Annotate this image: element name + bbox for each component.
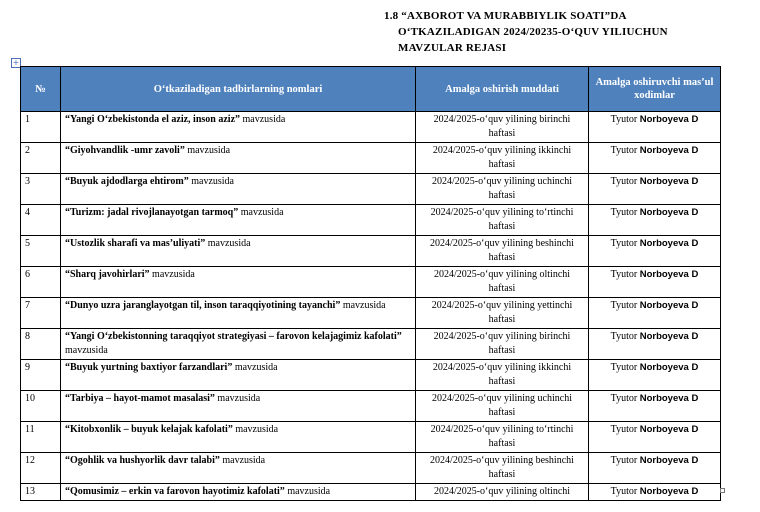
responsible-name: Norboyeva D: [639, 145, 699, 156]
row-number: 7: [21, 298, 61, 329]
row-responsible: [589, 236, 721, 267]
topic-title: “Ogohlik va hushyorlik davr talabi”: [65, 455, 220, 466]
topic-suffix: mavzusida: [219, 455, 266, 466]
row-number: 5: [21, 236, 61, 267]
table-row: [21, 453, 721, 484]
row-period: 2024/2025-o‘quv yilining yettinchi haftasi: [416, 298, 589, 329]
row-period: 2024/2025-o‘quv yilining birinchi haftasi: [416, 329, 589, 360]
row-responsible: [589, 174, 721, 205]
responsible-name: Norboyeva D: [639, 424, 699, 435]
topic-title: “Sharq javohirlari”: [65, 269, 150, 280]
row-period: 2024/2025-o‘quv yilining beshinchi haftasi: [416, 453, 589, 484]
row-responsible: [589, 329, 721, 360]
topic-title: “Yangi O‘zbekistonning taraqqiyot strategiyasi – farovon kelajagimiz kafolati”: [65, 331, 402, 342]
responsible-role: Tyutor: [610, 114, 640, 125]
row-responsible: [589, 484, 721, 501]
header-num: №: [21, 67, 61, 112]
topic-suffix: mavzusida: [188, 176, 234, 187]
responsible-role: Tyutor: [610, 486, 640, 497]
topic-title: “Yangi O‘zbekistonda el aziz, inson aziz”: [65, 114, 241, 125]
row-number: 10: [21, 391, 61, 422]
responsible-name: Norboyeva D: [639, 300, 699, 311]
responsible-name: Norboyeva D: [639, 207, 699, 218]
row-number: 6: [21, 267, 61, 298]
row-topic: [61, 112, 416, 143]
responsible-name: Norboyeva D: [639, 362, 699, 373]
row-topic: [61, 484, 416, 501]
topic-title: “Turizm: jadal rivojlanayotgan tarmoq”: [65, 207, 239, 218]
row-topic: [61, 267, 416, 298]
row-topic: [61, 143, 416, 174]
responsible-name: Norboyeva D: [639, 176, 699, 187]
row-number: 3: [21, 174, 61, 205]
topic-title: “Qomusimiz – erkin va farovon hayotimiz kafolati”: [65, 486, 285, 497]
topic-title: “Dunyo uzra jaranglayotgan til, inson taraqqiyotining tayanchi”: [65, 300, 341, 311]
row-responsible: [589, 453, 721, 484]
row-period: 2024/2025-o‘quv yilining ikkinchi haftasi: [416, 143, 589, 174]
row-period: 2024/2025-o‘quv yilining uchinchi haftasi: [416, 174, 589, 205]
responsible-name: Norboyeva D: [639, 269, 699, 280]
row-topic: [61, 329, 416, 360]
row-period: 2024/2025-o‘quv yilining beshinchi haftasi: [416, 236, 589, 267]
row-number: 12: [21, 453, 61, 484]
row-number: 13: [21, 484, 61, 501]
responsible-role: Tyutor: [610, 269, 640, 280]
row-period: 2024/2025-o‘quv yilining oltinchi haftasi: [416, 267, 589, 298]
title-line-2: O‘TKAZILADIGAN 2024/20235-O‘QUV YILIUCHUN: [398, 26, 668, 38]
topic-suffix: mavzusida: [65, 345, 108, 356]
header-responsible: Amalga oshiruvchi mas’ul xodimlar: [589, 67, 721, 112]
table-row: [21, 236, 721, 267]
responsible-name: Norboyeva D: [639, 331, 699, 342]
topic-suffix: mavzusida: [214, 393, 261, 404]
title-line-1: 1.8 “AXBOROT VA MURABBIYLIK SOATI”DA: [384, 10, 627, 22]
table-row: [21, 484, 721, 501]
topic-suffix: mavzusida: [205, 238, 251, 249]
responsible-role: Tyutor: [610, 207, 640, 218]
row-topic: [61, 236, 416, 267]
topic-title: “Buyuk ajdodlarga ehtirom”: [65, 176, 189, 187]
responsible-role: Tyutor: [610, 424, 640, 435]
table-row: [21, 143, 721, 174]
header-period: Amalga oshirish muddati: [416, 67, 589, 112]
table-row: [21, 360, 721, 391]
row-responsible: [589, 391, 721, 422]
row-topic: [61, 298, 416, 329]
row-topic: [61, 453, 416, 484]
row-number: 2: [21, 143, 61, 174]
row-number: 1: [21, 112, 61, 143]
responsible-role: Tyutor: [610, 145, 640, 156]
row-period: 2024/2025-o‘quv yilining birinchi haftasi: [416, 112, 589, 143]
topic-title: “Kitobxonlik – buyuk kelajak kafolati”: [65, 424, 233, 435]
row-responsible: [589, 298, 721, 329]
row-responsible: [589, 422, 721, 453]
topic-suffix: mavzusida: [238, 207, 284, 218]
row-number: 8: [21, 329, 61, 360]
table-row: [21, 205, 721, 236]
row-number: 11: [21, 422, 61, 453]
row-topic: [61, 391, 416, 422]
responsible-name: Norboyeva D: [639, 393, 699, 404]
row-period: 2024/2025-o‘quv yilining ikkinchi haftasi: [416, 360, 589, 391]
row-responsible: [589, 360, 721, 391]
topic-title: “Ustozlik sharafi va mas’uliyati”: [65, 238, 206, 249]
table-header-row: [21, 67, 721, 112]
table-row: [21, 267, 721, 298]
responsible-name: Norboyeva D: [639, 455, 699, 466]
responsible-role: Tyutor: [610, 300, 640, 311]
responsible-role: Tyutor: [610, 331, 640, 342]
responsible-role: Tyutor: [610, 393, 640, 404]
plan-table: [20, 66, 721, 501]
responsible-name: Norboyeva D: [639, 486, 699, 497]
row-topic: [61, 205, 416, 236]
row-topic: [61, 174, 416, 205]
end-of-cell-mark: [720, 488, 725, 493]
table-row: [21, 112, 721, 143]
responsible-role: Tyutor: [610, 455, 640, 466]
topic-suffix: mavzusida: [284, 486, 331, 497]
row-number: 9: [21, 360, 61, 391]
topic-title: “Giyohvandlik -umr zavoli”: [65, 145, 185, 156]
header-topic: O‘tkaziladigan tadbirlarning nomlari: [61, 67, 416, 112]
row-topic: [61, 422, 416, 453]
title-line-3: MAVZULAR REJASI: [398, 42, 507, 54]
responsible-role: Tyutor: [610, 238, 640, 249]
responsible-name: Norboyeva D: [639, 114, 699, 125]
row-responsible: [589, 205, 721, 236]
topic-suffix: mavzusida: [232, 362, 278, 373]
table-row: [21, 174, 721, 205]
row-period: 2024/2025-o‘quv yilining to‘rtinchi haftasi: [416, 422, 589, 453]
topic-suffix: mavzusida: [232, 424, 279, 435]
table-row: [21, 329, 721, 360]
topic-title: “Buyuk yurtning baxtiyor farzandlari”: [65, 362, 233, 373]
row-responsible: [589, 112, 721, 143]
row-responsible: [589, 143, 721, 174]
table-move-handle-icon[interactable]: +: [12, 58, 20, 67]
topic-suffix: mavzusida: [240, 114, 286, 125]
topic-suffix: mavzusida: [184, 145, 231, 156]
table-row: [21, 391, 721, 422]
responsible-role: Tyutor: [610, 362, 640, 373]
topic-suffix: mavzusida: [149, 269, 195, 280]
topic-title: “Tarbiya – hayot-mamot masalasi”: [65, 393, 215, 404]
document-title: [384, 8, 668, 56]
row-period: 2024/2025-o‘quv yilining oltinchi: [416, 484, 589, 501]
row-period: 2024/2025-o‘quv yilining uchinchi haftasi: [416, 391, 589, 422]
row-responsible: [589, 267, 721, 298]
row-number: 4: [21, 205, 61, 236]
table-row: [21, 422, 721, 453]
row-topic: [61, 360, 416, 391]
responsible-role: Tyutor: [610, 176, 640, 187]
table-row: [21, 298, 721, 329]
responsible-name: Norboyeva D: [639, 238, 699, 249]
topic-suffix: mavzusida: [340, 300, 386, 311]
row-period: 2024/2025-o‘quv yilining to‘rtinchi haftasi: [416, 205, 589, 236]
